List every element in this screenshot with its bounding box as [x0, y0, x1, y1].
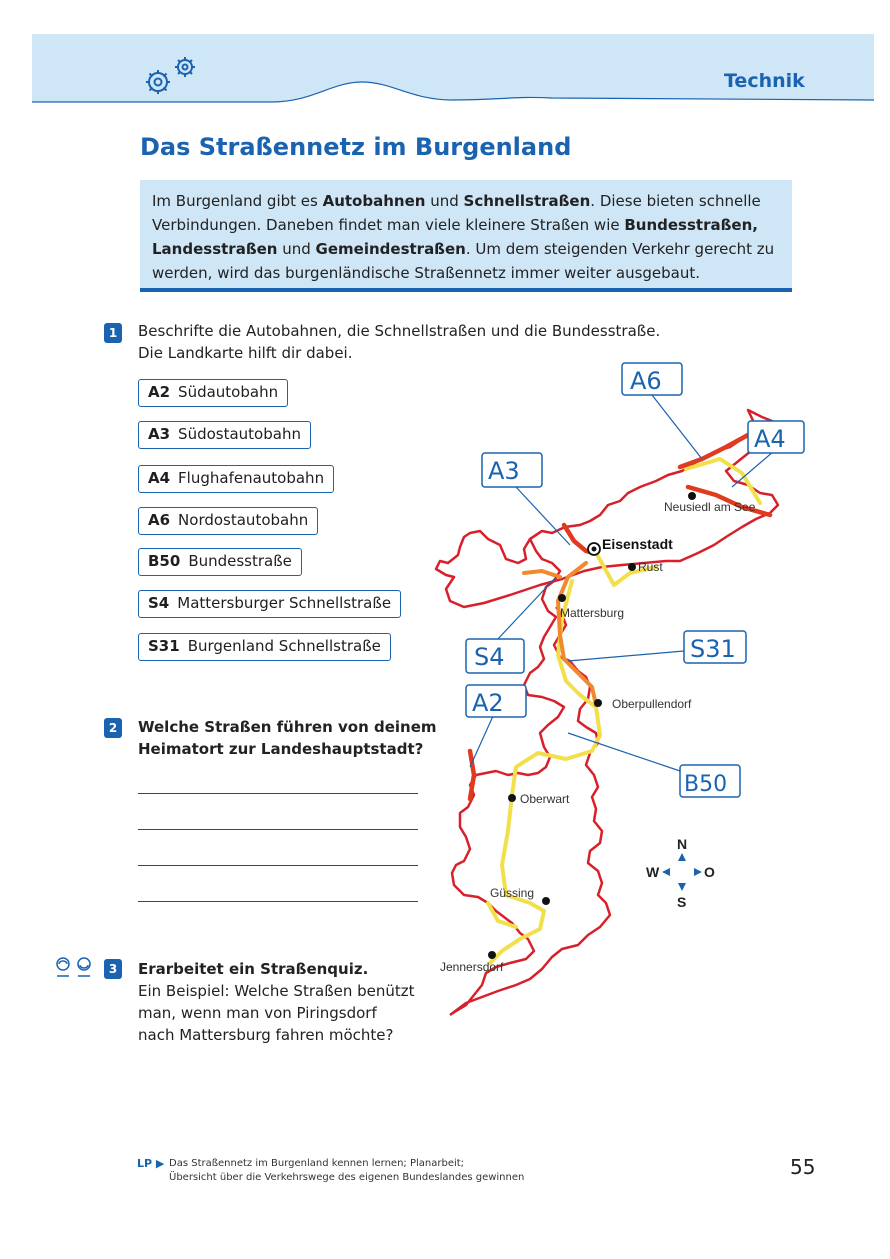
city-label-jennersdorf: Jennersdorf	[440, 960, 504, 974]
task-1-line-1: Beschrifte die Autobahnen, die Schnellstraßen und die Bundesstraße.	[138, 322, 661, 340]
city-label-mattersburg: Mattersburg	[560, 606, 625, 620]
footer-line-1: Das Straßennetz im Burgenland kennen lernen; Planarbeit;	[169, 1158, 465, 1169]
annotation-s4	[466, 639, 524, 673]
city-label-oberpullendorf: Oberpullendorf	[612, 697, 692, 711]
city-label-oberwart: Oberwart	[520, 792, 570, 806]
task-2-line-2: Heimatort zur Landeshauptstadt?	[138, 740, 424, 758]
intro-box	[140, 180, 792, 292]
compass-s: S	[677, 894, 687, 910]
task-3-line-3: nach Mattersburg fahren möchte?	[138, 1026, 394, 1044]
task-1-line-2: Die Landkarte hilft dir dabei.	[138, 344, 353, 362]
answer-line[interactable]	[138, 901, 418, 902]
page-title: Das Straßennetz im Burgenland	[140, 133, 572, 161]
compass-o: O	[704, 864, 715, 880]
label-code: A6	[148, 511, 171, 529]
label-name: Südostautobahn	[178, 425, 301, 443]
label-code: B50	[148, 552, 181, 570]
leader-a6	[652, 395, 702, 459]
city-label-eisenstadt: Eisenstadt	[602, 536, 673, 552]
label-name: Burgenland Schnellstraße	[187, 637, 381, 655]
task-3-title: Erarbeitet ein Straßenquiz.	[138, 960, 369, 978]
intro-bold: Bundesstraßen,	[624, 216, 758, 234]
city-label-neusiedl: Neusiedl am See	[664, 500, 756, 514]
intro-bold: Gemeindestraßen	[315, 240, 466, 258]
footer-line-2: Übersicht über die Verkehrswege des eigenen Bundeslandes gewinnen	[169, 1172, 525, 1183]
answer-line[interactable]	[138, 865, 418, 866]
task-1-number: 1	[104, 323, 122, 343]
annotation-text-a4: A4	[754, 425, 786, 453]
label-name: Mattersburger Schnellstraße	[177, 594, 392, 612]
task-3-text	[138, 958, 415, 1046]
task-3-line-2: man, wenn man von Piringsdorf	[138, 1004, 377, 1022]
label-code: A3	[148, 425, 171, 443]
intro-text: . Um dem steigenden Verkehr gerecht zu werden, wird das burgenländische Straßennetz immer weiter ausgebaut.	[152, 240, 775, 282]
gears-icon	[138, 52, 208, 102]
compass-w: W	[646, 864, 660, 880]
task-3-number: 3	[104, 959, 122, 979]
city-label-rust: Rust	[638, 560, 663, 574]
annotation-text-s31: S31	[690, 635, 736, 663]
label-name: Nordostautobahn	[178, 511, 309, 529]
label-code: S31	[148, 637, 180, 655]
label-card-b50	[138, 548, 302, 576]
compass-n: N	[677, 836, 688, 852]
intro-text: und	[277, 240, 316, 258]
intro-bold: Landesstraßen	[152, 240, 278, 258]
annotation-text-b50: B50	[684, 772, 728, 797]
label-code: A2	[148, 383, 171, 401]
annotation-b50	[680, 765, 740, 797]
annotation-a3	[482, 453, 542, 487]
annotation-text-s4: S4	[474, 643, 505, 671]
road-expressway	[524, 571, 560, 577]
label-name: Flughafenautobahn	[178, 469, 325, 487]
label-card-a2	[138, 379, 288, 407]
annotation-text-a3: A3	[488, 457, 520, 485]
task-3-line-1: Ein Beispiel: Welche Straßen benützt	[138, 982, 415, 1000]
section-label: Technik	[724, 70, 805, 92]
answer-line[interactable]	[138, 793, 418, 794]
leader-a3	[516, 487, 570, 545]
label-card-a4	[138, 465, 334, 493]
annotation-text-a6: A6	[630, 367, 662, 395]
intro-text: und	[425, 192, 464, 210]
label-code: A4	[148, 469, 171, 487]
task-2-number: 2	[104, 718, 122, 738]
label-code: S4	[148, 594, 170, 612]
annotation-text-a2: A2	[472, 689, 504, 717]
label-card-a6	[138, 507, 318, 535]
burgenland-map	[430, 355, 830, 1035]
answer-line[interactable]	[138, 829, 418, 830]
annotation-a6	[622, 363, 682, 395]
task-2-question	[138, 716, 437, 760]
label-card-s31	[138, 633, 391, 661]
intro-bold: Autobahnen	[322, 192, 426, 210]
task-2-line-1: Welche Straßen führen von deinem	[138, 718, 437, 736]
annotation-a4	[748, 421, 804, 453]
label-card-a3	[138, 421, 311, 449]
annotation-a2	[466, 685, 526, 717]
group-work-icon	[54, 956, 98, 978]
footer-note	[169, 1157, 524, 1185]
label-name: Südautobahn	[178, 383, 279, 401]
intro-bold: Schnellstraßen	[463, 192, 591, 210]
footer-lp-marker: LP ▶	[137, 1157, 165, 1170]
annotation-s31	[684, 631, 746, 663]
intro-text: Im Burgenland gibt es	[152, 192, 323, 210]
label-card-s4	[138, 590, 401, 618]
city-label-guessing: Güssing	[490, 886, 535, 900]
compass-icon	[646, 836, 715, 910]
intro-text: . Diese bieten schnelle Verbindungen. Daneben findet man viele kleinere Straßen wie	[152, 192, 761, 234]
leader-s31	[568, 651, 684, 661]
label-name: Bundesstraße	[188, 552, 292, 570]
page-number: 55	[790, 1155, 816, 1179]
